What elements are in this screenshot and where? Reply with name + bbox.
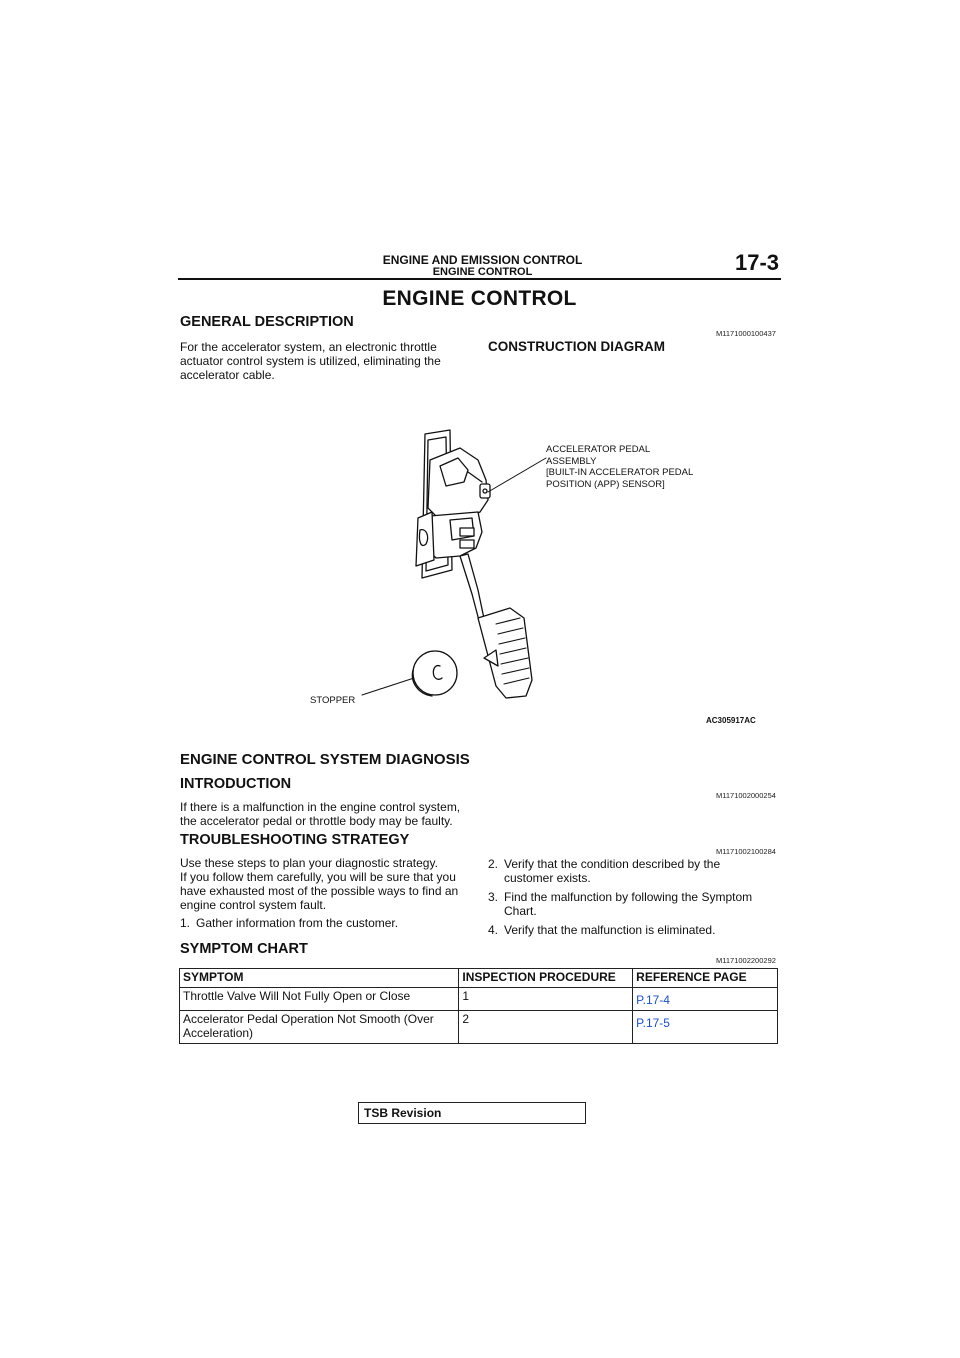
tsb-revision-label: TSB Revision xyxy=(364,1106,442,1120)
troubleshooting-code: M1171002100284 xyxy=(716,847,776,856)
text-line: have exhausted most of the possible ways to find an xyxy=(180,884,459,898)
reference-link[interactable]: P.17-5 xyxy=(636,1016,670,1030)
assembly-label-line: [BUILT-IN ACCELERATOR PEDAL xyxy=(546,467,694,478)
assembly-label-line: ASSEMBLY xyxy=(546,455,597,467)
text-line: accelerator cable. xyxy=(180,368,275,382)
symptom-chart-code: M1171002200292 xyxy=(716,956,776,965)
general-description-heading: GENERAL DESCRIPTION xyxy=(180,314,354,330)
page-title: ENGINE CONTROL xyxy=(382,287,577,310)
step-number: 1. xyxy=(180,916,191,930)
text-line: If you follow them carefully, you will be sure that you xyxy=(180,870,456,884)
text-line: For the accelerator system, an electronic throttle xyxy=(180,340,437,354)
manual-title: ENGINE AND EMISSION CONTROL xyxy=(382,253,583,267)
reference-cell xyxy=(633,988,778,1011)
introduction-text xyxy=(180,800,480,828)
step-item xyxy=(488,890,778,920)
step-text: Verify that the condition described by the customer exists. xyxy=(504,857,721,885)
accelerator-pedal-diagram xyxy=(300,420,770,740)
step-item xyxy=(488,923,778,939)
table-row xyxy=(180,1011,778,1044)
procedure-cell: 1 xyxy=(459,988,633,1011)
step-item xyxy=(488,857,778,887)
text-line: the accelerator pedal or throttle body may be faulty. xyxy=(180,814,453,828)
table-row xyxy=(180,988,778,1011)
stopper-label: STOPPER xyxy=(310,695,356,706)
diagnosis-heading: ENGINE CONTROL SYSTEM DIAGNOSIS xyxy=(180,751,470,768)
column-header: INSPECTION PROCEDURE xyxy=(459,969,633,988)
text-line: Use these steps to plan your diagnostic strategy. xyxy=(180,856,438,870)
step-number: 3. xyxy=(488,890,499,904)
symptom-chart-heading: SYMPTOM CHART xyxy=(180,941,308,957)
step-number: 4. xyxy=(488,923,499,937)
introduction-code: M1171002000254 xyxy=(716,791,776,800)
assembly-label xyxy=(546,444,693,490)
troubleshooting-text xyxy=(180,856,480,912)
assembly-label-line: POSITION (APP) SENSOR] xyxy=(546,478,665,490)
symptom-table xyxy=(179,968,778,1044)
stopper-shape xyxy=(413,651,457,695)
tsb-revision-box xyxy=(358,1102,586,1124)
figure-code: AC305917AC xyxy=(706,716,756,725)
page-number: 17-3 xyxy=(735,250,780,275)
reference-link[interactable]: P.17-4 xyxy=(636,993,670,1007)
introduction-heading: INTRODUCTION xyxy=(180,776,292,792)
section-title: ENGINE CONTROL xyxy=(432,266,533,278)
table-header-row xyxy=(180,969,778,988)
column-header: SYMPTOM xyxy=(180,969,459,988)
text-line: engine control system fault. xyxy=(180,898,327,912)
step-text: Verify that the malfunction is eliminated. xyxy=(504,923,716,937)
step-number: 2. xyxy=(488,857,499,871)
general-description-text xyxy=(180,340,480,382)
symptom-cell: Accelerator Pedal Operation Not Smooth (Over Acceleration) xyxy=(180,1011,459,1044)
procedure-cell: 2 xyxy=(459,1011,633,1044)
column-header: REFERENCE PAGE xyxy=(633,969,778,988)
troubleshooting-heading: TROUBLESHOOTING STRATEGY xyxy=(180,832,410,848)
step-item xyxy=(180,916,480,932)
step-text: Find the malfunction by following the Symptom Chart. xyxy=(504,890,753,918)
construction-diagram-heading: CONSTRUCTION DIAGRAM xyxy=(488,339,665,354)
assembly-label-line: ACCELERATOR PEDAL xyxy=(546,444,651,455)
header-rule xyxy=(178,278,781,280)
text-line: If there is a malfunction in the engine control system, xyxy=(180,800,461,814)
step-text: Gather information from the customer. xyxy=(196,916,399,930)
text-line: actuator control system is utilized, eliminating the xyxy=(180,354,441,368)
reference-cell xyxy=(633,1011,778,1044)
symptom-cell: Throttle Valve Will Not Fully Open or Close xyxy=(180,988,459,1011)
general-description-code: M1171000100437 xyxy=(716,329,776,338)
